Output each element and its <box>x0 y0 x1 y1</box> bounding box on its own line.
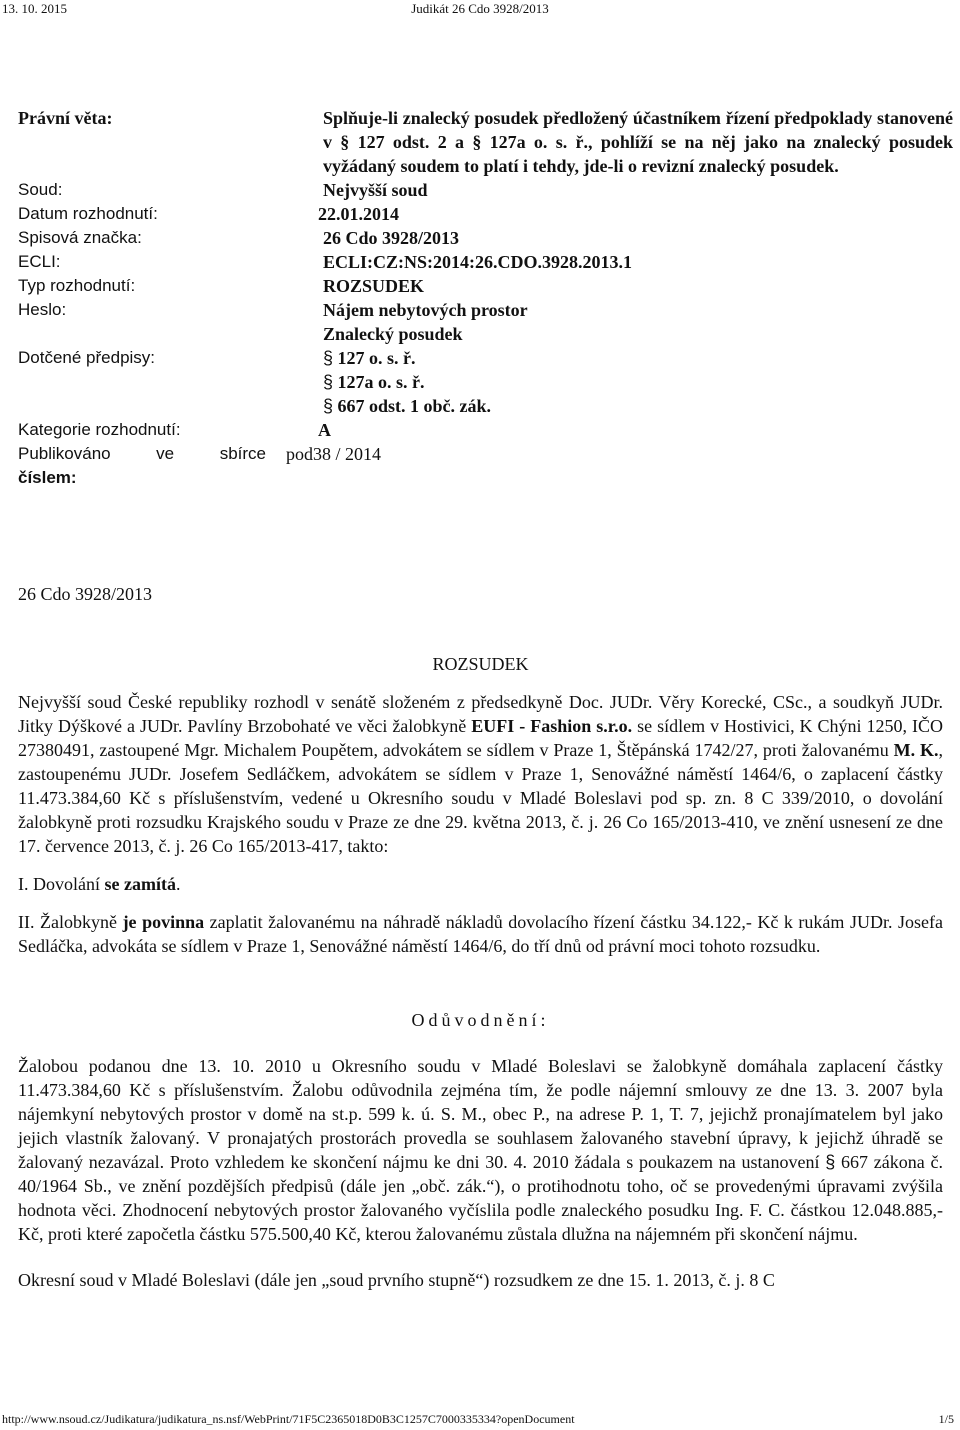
verdict-2-suffix: zaplatit žalovanému na náhradě nákladů dovolacího řízení částku 34.122,- Kč k rukám JUDr. Josefa Sedláčka, advokáta se sídlem v Praze 1, Senovážné náměstí 1464/6, do tří dnů od právní moci tohoto rozsudku. <box>18 912 943 956</box>
published-label-word: sbírce <box>219 444 266 463</box>
plaintiff-name: EUFI - Fashion s.r.o. <box>471 716 633 736</box>
published-label-word: Publikováno <box>18 444 111 463</box>
verdict-2-bold: je povinna <box>122 912 205 932</box>
section-sign: § <box>323 348 334 368</box>
section-sign: § <box>323 372 334 392</box>
published-label <box>18 442 286 490</box>
intro-text: Nejvyšší soud České republiky rozhodl v senátě složeném z předsedkyně Doc. JUDr. Věry Korecké, CSc., a soudkyň JUDr. Jitky Dýškové a JUDr. Pavlíny Brzobohaté ve věci žalobkyně <box>18 692 943 736</box>
court-value: Nejvyšší soud <box>323 180 428 200</box>
category-row <box>18 418 953 442</box>
print-title: Judikát 26 Cdo 3928/2013 <box>411 1 549 16</box>
category-value: A <box>318 420 331 440</box>
verdict-2 <box>18 910 943 958</box>
published-number: 38 / 2014 <box>313 444 382 464</box>
legal-sentence-value: Splňuje-li znalecký posudek předložený účastníkem řízení předpoklady stanovené v § 127 odst. 2 a § 127a o. s. ř., pohlíží se na něj jako na znalecký posudek vyžádaný soudem to platí i tehdy, jde-li o revizní znalecký posudek. <box>323 108 953 176</box>
verdict-1-prefix: I. Dovolání <box>18 874 105 894</box>
section-sign: § <box>825 1152 836 1172</box>
keyword-row <box>18 298 953 346</box>
file-number-row <box>18 226 953 250</box>
defendant-name: M. K. <box>893 740 939 760</box>
published-row <box>18 442 953 490</box>
keyword-label: Heslo: <box>18 300 67 319</box>
page-number: 1/5 <box>938 1412 954 1426</box>
keyword-item[interactable]: Znalecký posudek <box>323 324 463 344</box>
regulations-label: Dotčené předpisy: <box>18 348 156 367</box>
reasoning-heading: Odůvodnění: <box>411 1010 550 1030</box>
print-footer <box>0 1412 960 1430</box>
category-label: Kategorie rozhodnutí: <box>18 420 181 439</box>
keyword-values <box>323 298 953 346</box>
regulations-row <box>18 346 953 418</box>
intro-text-3: , zastoupenému JUDr. Josefem Sedláčkem, advokátem se sídlem v Praze 1, Senovážné náměstí 1464/6, o zaplacení částky 11.473.384,60 Kč s příslušenstvím, vedené u Okresního soudu v Mladé Boleslavi pod sp. zn. 8 C 339/2010, o dovolání žalobkyně proti rozsudku Krajského soudu v Praze ze dne 29. května 2013, č. j. 26 Co 165/2013-410, ve znění usnesení ze dne 17. července 2013, č. j. 26 Co 165/2013-417, takto: <box>18 740 944 856</box>
print-header <box>0 0 960 20</box>
regulations-values <box>323 346 953 418</box>
reasoning-paragraph-2: Okresní soud v Mladé Boleslavi (dále jen „soud prvního stupně“) rozsudkem ze dne 15. 1. 2013, č. j. 8 C <box>18 1270 775 1290</box>
metadata-table <box>18 106 953 490</box>
print-date: 13. 10. 2015 <box>2 1 67 16</box>
decision-type-value: ROZSUDEK <box>323 276 425 296</box>
regulation-link[interactable] <box>323 394 953 418</box>
ecli-row <box>18 250 953 274</box>
published-label-word: pod <box>286 444 313 464</box>
intro-text-2: se sídlem v Hostivici, K Chýni 1250, IČO 27380491, zastoupené Mgr. Michalem Poupětem, advokátem se sídlem v Praze 1, Štěpánská 1742/27, proti žalovanému <box>18 716 944 760</box>
file-number-value: 26 Cdo 3928/2013 <box>323 228 460 248</box>
decision-file-number: 26 Cdo 3928/2013 <box>18 584 153 604</box>
file-number-label: Spisová značka: <box>18 228 142 247</box>
court-label: Soud: <box>18 180 63 199</box>
legal-sentence-label: Právní věta: <box>18 108 113 128</box>
published-value <box>286 442 953 490</box>
decision-heading: ROZSUDEK <box>432 654 529 674</box>
para-1-text-a: Žalobou podanou dne 13. 10. 2010 u Okresního soudu v Mladé Boleslavi se žalobkyně domáhala zaplacení částky 11.473.384,60 Kč s příslušenstvím. Žalobu odůvodnila zejména tím, že podle nájemní smlouvy ze dne 13. 3. 2007 byla nájemkyní nebytových prostor v domě na st.p. 599 k. ú. S. M., obec P., na adrese P. 1, T. 7, jejichž pronajímatelem byl jako jejich vlastník žalovaný. V pronajatých prostorách provedla se souhlasem žalovaného stavební úpravy, k jejichž úhradě se žalovaný nezavázal. Proto vzhledem ke skončení nájmu ke dni 30. 4. 2010 žádala s poukazem na ustanovení <box>18 1056 943 1172</box>
verdict-1-suffix: . <box>175 874 181 894</box>
regulation-text: 667 odst. 1 obč. zák. <box>337 396 492 416</box>
regulation-text: 127a o. s. ř. <box>337 372 425 392</box>
decision-date-value: 22.01.2014 <box>318 204 399 224</box>
decision-intro <box>18 690 943 858</box>
verdict-2-prefix: II. Žalobkyně <box>18 912 123 932</box>
published-label-word: ve <box>156 444 175 463</box>
decision-body <box>18 582 943 1292</box>
ecli-value: ECLI:CZ:NS:2014:26.CDO.3928.2013.1 <box>323 252 633 272</box>
regulation-link[interactable] <box>323 370 953 394</box>
section-sign: § <box>323 396 334 416</box>
published-label-line2: číslem: <box>18 468 77 487</box>
reasoning-paragraph-1 <box>18 1054 943 1246</box>
verdict-1 <box>18 872 943 896</box>
legal-sentence-row <box>18 106 953 178</box>
regulation-text: 127 o. s. ř. <box>337 348 416 368</box>
ecli-label: ECLI: <box>18 252 61 271</box>
print-url: http://www.nsoud.cz/Judikatura/judikatura_ns.nsf/WebPrint/71F5C2365018D0B3C1257C7000335334?openDocument <box>2 1412 575 1426</box>
decision-date-label: Datum rozhodnutí: <box>18 204 158 223</box>
court-row <box>18 178 953 202</box>
verdict-1-bold: se zamítá <box>104 874 176 894</box>
decision-date-row <box>18 202 953 226</box>
decision-type-row <box>18 274 953 298</box>
keyword-item[interactable]: Nájem nebytových prostor <box>323 300 528 320</box>
regulation-link[interactable] <box>323 346 953 370</box>
para-1-text-b: 667 zákona č. 40/1964 Sb., ve znění pozdějších předpisů (dále jen „obč. zák.“), o protihodnotu toho, oč se provedenými úpravami zvýšila hodnota věci. Zhodnocení nebytových prostor žalovaného vyčíslila podle znaleckého posudku Ing. F. C. částkou 12.048.885,- Kč, proti které započetla částku 575.500,40 Kč, kterou žalovanému zůstala dlužna na nájemném při skončení nájmu. <box>18 1152 943 1244</box>
decision-type-label: Typ rozhodnutí: <box>18 276 136 295</box>
